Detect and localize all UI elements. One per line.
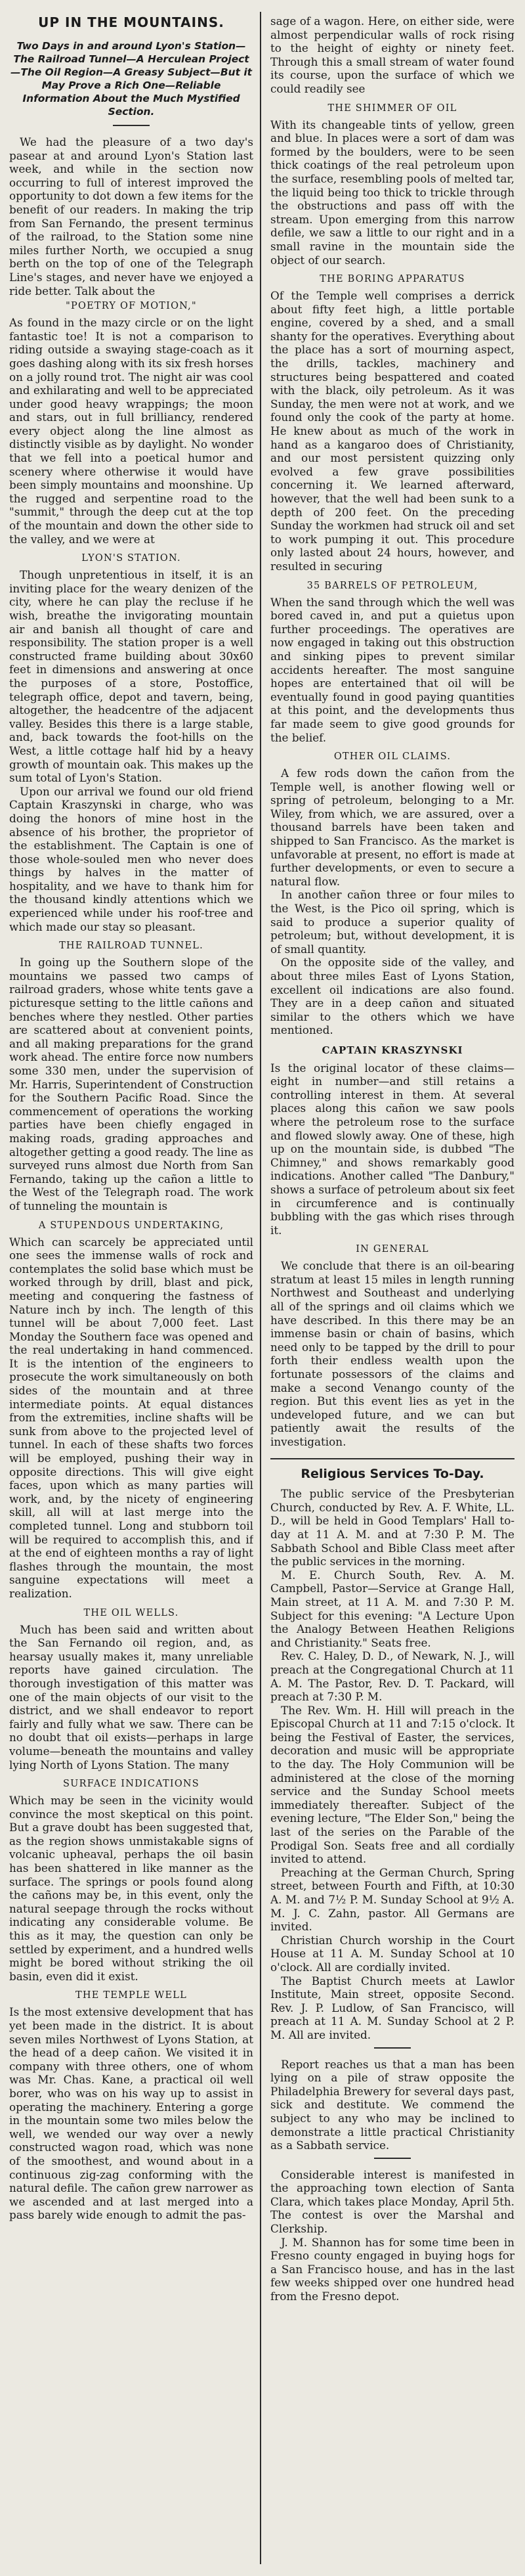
in-general-heading: IN GENERAL xyxy=(356,1244,429,1255)
surface-indications-heading: SURFACE INDICATIONS xyxy=(63,1779,200,1790)
service-episcopal: The Rev. Wm. H. Hill will preach in the Episcopal Church at 11 and 7:15 o'clock. It being the Festival of Easter, the services, decoration and music will be appropriate to the day. The Holy Communion will be administered at the close of the morning service and the Sunday School meets immediately thereafter. Subject of the evening lecture, "The Elder Son," being the last of the series on the Parable of the Prodigal Son. Seats free and all cordially invited to attend. xyxy=(270,1703,514,1866)
in-general-paragraph: We conclude that there is an oil-bearing stratum at least 15 miles in length running Northwest and Southeast and underlying all of the springs and oil claims which we have described. In this there may be an immense basin or chain of basins, which need only to be tapped by the drill to pour forth their endless wealth upon the fortunate possessors of the claims and make a second Venango county of the region. But this event lies as yet in the undeveloped future, and we can but patiently await the results of the investigation. xyxy=(270,1259,514,1448)
railroad-tunnel-paragraph: In going up the Southern slope of the mountains we passed two camps of railroad graders, whose white tents gave a picturesque setting to the little cañons and benches where they nestled. Other parties are scattered about at convenient points, and all making preparations for the grand work ahead. The entire force now numbers some 330 men, under the supervision of Mr. Harris, Superintendent of Construction for the Southern Pacific Road. Since the commencement of operations the working parties have been chiefly engaged in making roads, grading approaches and altogether getting a good ready. The line as surveyed runs almost due North from San Fernando, taking up the cañon a little to the West of the Telegraph road. The work of tunneling the mountain is xyxy=(9,956,253,1212)
other-claims-paragraph-3: On the opposite side of the valley, and about three miles East of Lyons Station, excellent oil indications are also found. They are in a deep cañon and situated similar to the others which we have mentioned. xyxy=(270,956,514,1037)
barrels-paragraph: When the sand through which the well was bored caved in, and put a quietus upon further proceedings. The operatives are now engaged in taking out this obstruction and sinking pipes to prevent similar accidents hereafter. The most sanguine hopes are entertained that oil will be eventually found in good paying quantities at this point, and the developments thus far made seem to give good grounds for the belief. xyxy=(270,595,514,744)
headline-rule xyxy=(113,125,150,126)
lyons-station-heading: LYON'S STATION. xyxy=(81,553,181,564)
continued-paragraph: sage of a wagon. Here, on either side, were almost perpendicular walls of rock rising to the height of eighty or ninety feet. Through this a small stream of water found its course, upon the surface of which we could readily see xyxy=(270,14,514,95)
stupendous-paragraph: Which can scarcely be appreciated until one sees the immense walls of rock and contemplates the solid base which must be worked through by drill, blast and pick, meeting and conquering the fastness of Nature inch by inch. The length of this tunnel will be about 7,000 feet. Last Monday the Southern face was opened and the real undertaking in hand commenced. It is the intention of the engineers to prosecute the work simultaneously on both sides of the mountain and at three intermediate points. At equal distances from the extremities, incline shafts will be sunk from above to the projected level of tunnel. In each of these shafts two forces will be employed, pushing their way in opposite directions. This will give eight faces, upon which as many parties will work, and, by the nicety of engineering skill, all will at last merge into the completed tunnel. Long and stubborn toil will be required to accomplish this, and if at the end of eighteen months a ray of light flashes through the mountain, the most sanguine expectations will meet a realization. xyxy=(9,1235,253,1600)
column-divider xyxy=(260,12,261,2564)
service-baptist-church: The Baptist Church meets at Lawlor Institute, Main street, opposite Second. Rev. J. P. Ludlow, of San Francisco, will preach at 11 A. M. Sunday School at 2 P. M. All are invited. xyxy=(270,1974,514,2041)
other-claims-heading: OTHER OIL CLAIMS. xyxy=(333,751,452,763)
news-item-destitute: Report reaches us that a man has been lying on a pile of straw opposite the Philadelphia Brewery for several days past, sick and destitute. We commend the subject to any who may be inclined to demonstrate a little practical Christianity as a Sabbath service. xyxy=(270,2057,514,2152)
right-column xyxy=(270,14,514,2563)
section-rule xyxy=(270,1458,514,1459)
stupendous-heading: A STUPENDOUS UNDERTAKING, xyxy=(38,1220,224,1231)
motion-paragraph: As found in the mazy circle or on the light fantastic toe! It is not a comparison to riding outside a swaying stage-coach as it goes dashing along with its six fresh horses on a jolly round trot. The night air was cool and exhilarating and well to be appreciated under good heavy wrappings; the moon and stars, out in full brilliancy, rendered every object along the line almost as distinctly visible as by daylight. No wonder that we fell into a poetical humor and scenery where otherwise it would have been simply mountains and moonshine. Up the rugged and serpentine road to the "summit," through the deep cut at the top of the mountain and down the other side to the valley, and we were at xyxy=(9,316,253,546)
article-headline: UP IN THE MOUNTAINS. xyxy=(38,14,224,30)
other-claims-paragraph: A few rods down the cañon from the Temple well, is another flowing well or spring of petroleum, belonging to a Mr. Wiley, from which, we are assured, over a thousand barrels have been taken and shipped to San Francisco. As the market is unfavorable at present, no effort is made at further developments, or even to secure a natural flow. xyxy=(270,766,514,888)
shimmer-heading: THE SHIMMER OF OIL xyxy=(327,102,457,114)
left-column xyxy=(9,14,253,2563)
lyons-station-paragraph: Though unpretentious in itself, it is an inviting place for the weary denizen of the city, where he can play the recluse if he wish, breathe the invigorating mountain air and banish all thought of care and responsibility. The station proper is a well constructed frame building about 30x60 feet in dimensions and answering at once the purposes of a store, Postoffice, telegraph office, depot and tavern, being, altogether, the headcentre of the adjacent valley. Besides this there is a large stable, and, back towards the foot-hills on the West, a little cottage half hid by a heavy growth of mountain oak. This makes up the sum total of Lyon's Station. xyxy=(9,568,253,785)
captain-heading: CAPTAIN KRASZYNSKI xyxy=(322,1044,463,1056)
news-rule xyxy=(374,2047,411,2049)
news-item-shannon: J. M. Shannon has for some time been in Fresno county engaged in buying hogs for a San Francisco house, and has in the last few weeks shipped over one hundred head from the Fresno depot. xyxy=(270,2235,514,2303)
temple-well-heading: THE TEMPLE WELL xyxy=(75,1990,187,2001)
oil-wells-heading: THE OIL WELLS. xyxy=(83,1607,179,1618)
oil-wells-paragraph: Much has been said and written about the San Fernando oil region, and, as hearsay usually makes it, many unreliable reports have gained circulation. The thorough investigation of this matter was one of the main objects of our visit to the district, and we shall endeavor to report fairly and fully what we saw. There can be no doubt that oil exists—perhaps in large volume—beneath the mountains and valley lying North of Lyons Station. The many xyxy=(9,1622,253,1771)
news-rule-2 xyxy=(374,2158,411,2159)
religious-services-title: Religious Services To-Day. xyxy=(301,1466,484,1481)
service-me-church: M. E. Church South, Rev. A. M. Campbell, Pastor—Service at Grange Hall, Main street, at 11 A. M. and 7:30 P. M. Subject for this evening: "A Lecture Upon the Analogy Between Heathen Religions and Christianity." Seats free. xyxy=(270,1568,514,1649)
surface-indications-paragraph: Which may be seen in the vicinity would convince the most skeptical on this point. But a grave doubt has been suggested that, as the region shows unmistakable signs of volcanic upheaval, perhaps the oil basin has been shattered in like manner as the surface. The springs or pools found along the cañons may be, in this event, only the natural seepage through the rocks without indicating any considerable volume. Be this as it may, the question can only be settled by experiment, and a hundred wells might be bored without striking the oil basin, even did it exist. xyxy=(9,1794,253,1983)
service-presbyterian: The public service of the Presbyterian Church, conducted by Rev. A. F. White, LL. D., will be held in Good Templars' Hall to-day at 11 A. M. and at 7:30 P. M. The Sabbath School and Bible Class meet after the public services in the morning. xyxy=(270,1487,514,1568)
other-claims-paragraph-2: In another cañon three or four miles to the West, is the Pico oil spring, which is said to produce a superior quality of petroleum; but, without development, it is of small quantity. xyxy=(270,888,514,956)
lyons-station-paragraph-2: Upon our arrival we found our old friend Captain Kraszynski in charge, who was doing the honors of mine host in the absence of his brother, the proprietor of the establishment. The Captain is one of those whole-souled men who never does things by halves in the matter of hospitality, and we have to thank him for the thousand kindly attentions which we experienced while under his roof-tree and which made our stay so pleasant. xyxy=(9,784,253,933)
article-deck: Two Days in and around Lyon's Station—The Railroad Tunnel—A Herculean Project—The Oil Region—A Greasy Subject—But it May Prove a Rich One—Reliable Information About the Much Mystified Section. xyxy=(10,40,252,118)
service-christian-church: Christian Church worship in the Court House at 11 A. M. Sunday School at 10 o'clock. All are cordially invited. xyxy=(270,1933,514,1974)
railroad-tunnel-heading: THE RAILROAD TUNNEL. xyxy=(59,941,203,952)
service-congregational: Rev. C. Haley, D. D., of Newark, N. J., will preach at the Congregational Church at 11 A. M. The Pastor, Rev. D. T. Packard, will preach at 7:30 P. M. xyxy=(270,1649,514,1704)
captain-paragraph: Is the original locator of these claims—eight in number—and still retains a controlling interest in them. At several places along this cañon we saw pools where the petroleum rose to the surface and flowed slowly away. One of these, high up on the mountain side, is dubbed "The Chimney," and shows remarkably good indications. Another called "The Danbury," shows a surface of petroleum about six feet in circumference and is continually bubbling with the gas which rises through it. xyxy=(270,1061,514,1237)
poetry-of-motion-heading: "POETRY OF MOTION," xyxy=(66,301,197,312)
boring-apparatus-paragraph: Of the Temple well comprises a derrick about fifty feet high, a little portable engine, covered by a shed, and a small shanty for the operatives. Everything about the place has a sort of mourning aspect, the drills, tackles, machinery and structures being bespattered and coated with the black, oily petroleum. As it was Sunday, the men were not at work, and we found only the cook of the party at home. He knew about as much of the work in hand as a kangaroo does of Christianity, and our most persistent quizzing only evolved a few grave possibilities concerning it. We learned afterward, however, that the well had been sunk to a depth of 200 feet. On the preceding Sunday the workmen had struck oil and set to work pumping it out. This procedure only lasted about 24 hours, however, and resulted in securing xyxy=(270,289,514,573)
temple-well-paragraph: Is the most extensive development that has yet been made in the district. It is about seven miles Northwest of Lyons Station, at the head of a deep cañon. We visited it in company with three others, one of whom was Mr. Chas. Kane, a practical oil well borer, who was on his way up to assist in operating the machinery. Entering a gorge in the mountain some two miles below the well, we wended our way over a newly constructed wagon road, which was none of the smoothest, and wound about in a continuous zig-zag conforming with the natural defile. The cañon grew narrower as we ascended and at last merged into a pass barely wide enough to admit the pas- xyxy=(9,2005,253,2222)
shimmer-paragraph: With its changeable tints of yellow, green and blue. In places were a sort of dam was formed by the boulders, were to be seen thick coatings of the real petroleum upon the surface, resembling pools of melted tar, the liquid being too thick to trickle through the obstructions and pass off with the stream. Upon emerging from this narrow defile, we saw a little to our right and in a small ravine in the mountain side the object of our search. xyxy=(270,118,514,267)
intro-paragraph: We had the pleasure of a two day's pasear at and around Lyon's Station last week, and while in the section now occurring to full of interest improved the opportunity to dot down a few items for the benefit of our readers. In making the trip from San Fernando, the present terminus of the railroad, to the Station some nine miles further North, we occupied a snug berth on the top of one of the Telegraph Line's stages, and never have we enjoyed a ride better. Talk about the xyxy=(9,135,253,298)
service-german-church: Preaching at the German Church, Spring street, between Fourth and Fifth, at 10:30 A. M. and 7½ P. M. Sunday School at 9½ A. M. J. C. Zahn, pastor. All Germans are invited. xyxy=(270,1865,514,1934)
news-item-election: Considerable interest is manifested in the approaching town election of Santa Clara, which takes place Monday, April 5th. The contest is over the Marshal and Clerkship. xyxy=(270,2167,514,2236)
barrels-heading: 35 BARRELS OF PETROLEUM, xyxy=(306,580,478,591)
boring-apparatus-heading: THE BORING APPARATUS xyxy=(320,274,465,285)
